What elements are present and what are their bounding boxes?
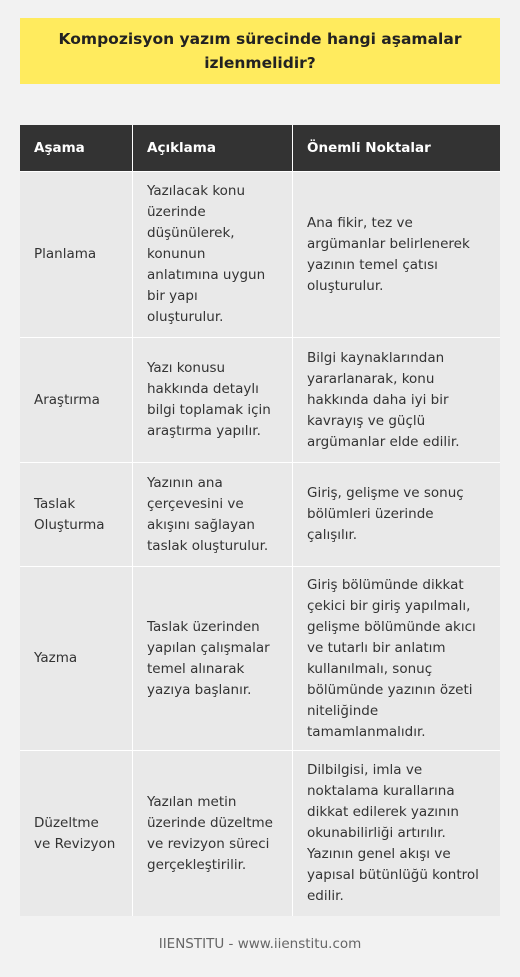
table-row	[20, 337, 500, 462]
key-points-cell: Giriş bölümünde dikkat çekici bir giriş yapılmalı, gelişme bölümünde akıcı ve tutarlı bir anlatım kullanılmalı, sonuç bölümünde yazının özeti niteliğinde tamamlanmalıdır.	[292, 566, 500, 750]
stage-cell: Araştırma	[20, 337, 132, 462]
description-cell: Yazılan metin üzerinde düzeltme ve revizyon süreci gerçekleştirilir.	[132, 750, 292, 916]
table-row	[20, 462, 500, 566]
stage-cell: Yazma	[20, 566, 132, 750]
stages-table	[20, 125, 500, 916]
key-points-cell: Dilbilgisi, imla ve noktalama kurallarına dikkat edilerek yazının okunabilirliği artırılır. Yazının genel akışı ve yapısal bütünlüğü kontrol edilir.	[292, 750, 500, 916]
column-header-description: Açıklama	[132, 125, 292, 171]
key-points-cell: Bilgi kaynaklarından yararlanarak, konu hakkında daha iyi bir kavrayış ve güçlü argümanlar elde edilir.	[292, 337, 500, 462]
table-row	[20, 750, 500, 916]
key-points-cell: Ana fikir, tez ve argümanlar belirlenerek yazının temel çatısı oluşturulur.	[292, 171, 500, 337]
description-cell: Taslak üzerinden yapılan çalışmalar temel alınarak yazıya başlanır.	[132, 566, 292, 750]
title-banner	[20, 18, 500, 84]
page-title: Kompozisyon yazım sürecinde hangi aşamalar izlenmelidir?	[58, 30, 462, 72]
stage-cell: Düzeltme ve Revizyon	[20, 750, 132, 916]
table-row	[20, 171, 500, 337]
table-row	[20, 566, 500, 750]
table-header-row	[20, 125, 500, 171]
description-cell: Yazı konusu hakkında detaylı bilgi toplamak için araştırma yapılır.	[132, 337, 292, 462]
stage-cell: Taslak Oluşturma	[20, 462, 132, 566]
column-header-stage: Aşama	[20, 125, 132, 171]
description-cell: Yazının ana çerçevesini ve akışını sağlayan taslak oluşturulur.	[132, 462, 292, 566]
column-header-key-points: Önemli Noktalar	[292, 125, 500, 171]
description-cell: Yazılacak konu üzerinde düşünülerek, konunun anlatımına uygun bir yapı oluşturulur.	[132, 171, 292, 337]
footer-credit: IIENSTITU - www.iienstitu.com	[158, 936, 362, 952]
key-points-cell: Giriş, gelişme ve sonuç bölümleri üzerinde çalışılır.	[292, 462, 500, 566]
stage-cell: Planlama	[20, 171, 132, 337]
